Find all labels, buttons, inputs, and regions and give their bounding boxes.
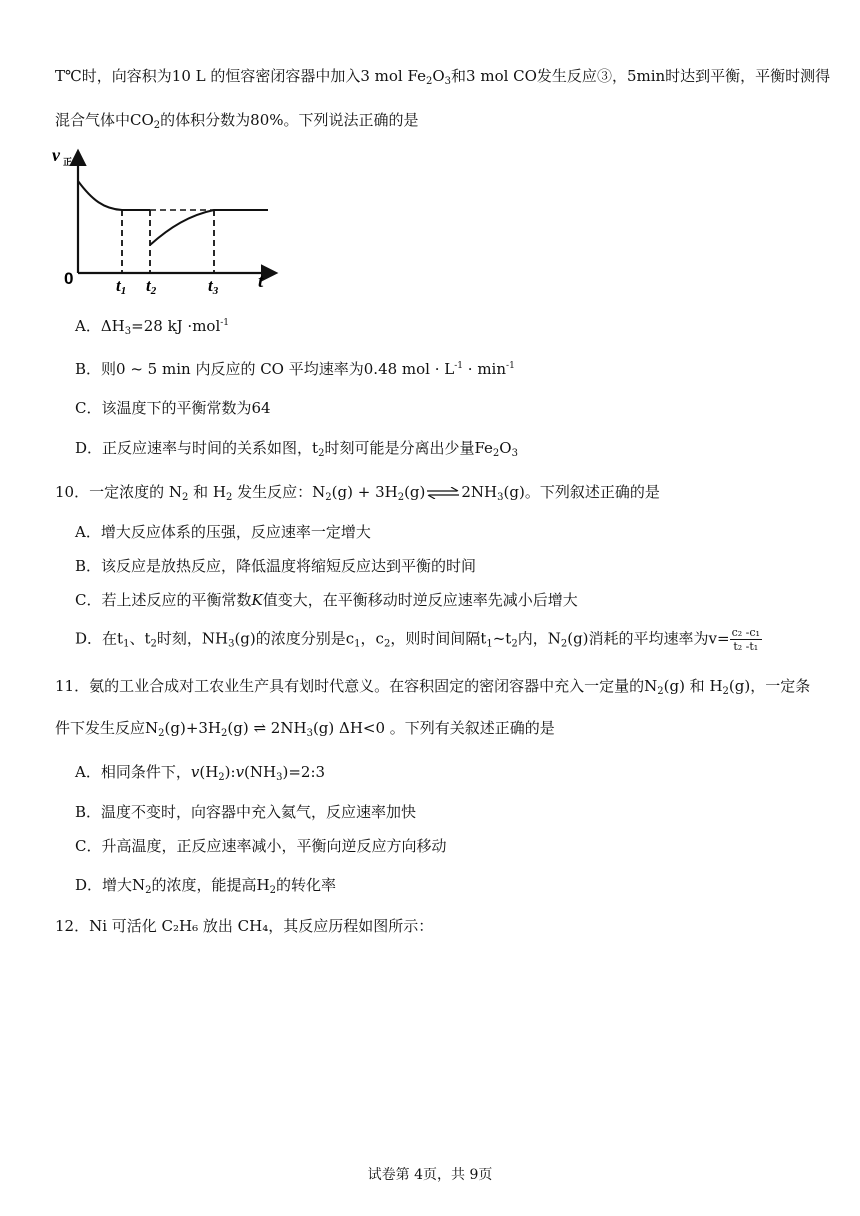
intro-line-2: 混合气体中$CO_2$的体积分数为80%。下列说法正确的是 — [55, 111, 419, 131]
rate-fraction: $\frac{\text{c₂ -c₁}}{\text{t₂ -t₁}}$ — [731, 626, 760, 653]
q9-option-b: B．则0 ~ 5 min 内反应的 CO 平均速率为0.48 mol · $L^{-1} \cdot \min^{-1}$ — [75, 360, 515, 378]
intro-line-1: T℃时，向容积为10 L 的恒容密闭容器中加入3 mol $Fe_2O_3$和3 mol CO发生反应③，5min时达到平衡，平衡时测得 — [55, 67, 831, 87]
page-footer: 试卷第 4页，共 9页 — [367, 1167, 493, 1183]
graph-tick-t3: t3 — [208, 276, 219, 295]
q9-option-a: A．$\Delta H_3=28$ kJ ·mol$^{-1}$ — [75, 317, 230, 337]
graph-tick-t1: t1 — [116, 276, 127, 295]
graph-tick-t2: t2 — [146, 276, 157, 295]
q9-option-d: D．正反应速率与时间的关系如图，$t_2$时刻可能是分离出少量$Fe_2O_3$ — [75, 439, 518, 459]
q10-option-a: A．增大反应体系的压强，反应速率一定增大 — [75, 523, 371, 541]
q10-stem: 10．一定浓度的 $N_2$ 和 $H_2$ 发生反应：$N_2(g) + 3H_2(g)$ $2NH_3(g)$。下列叙述正确的是 — [55, 483, 660, 503]
graph-x-label: t — [258, 271, 264, 292]
graph-rate-curve-1 — [78, 181, 150, 210]
graph-y-label: v — [52, 145, 60, 165]
graph-rate-curve-2 — [150, 210, 268, 245]
q11-option-a: A．相同条件下，$v(H_2):v(NH_3)=2:3$ — [75, 763, 326, 783]
q9-option-c: C．该温度下的平衡常数为64 — [75, 399, 271, 417]
equilibrium-arrow-icon — [425, 487, 461, 499]
q10-option-c: C．若上述反应的平衡常数K值变大，在平衡移动时逆反应速率先减小后增大 — [75, 591, 578, 609]
q11-option-d: D．增大$N_2$的浓度，能提高$H_2$的转化率 — [75, 876, 337, 896]
q11-option-b: B．温度不变时，向容器中充入氦气，反应速率加快 — [75, 803, 417, 821]
graph-origin: 0 — [64, 269, 74, 288]
graph-y-sub: 正 — [63, 158, 73, 168]
q10-option-b: B．该反应是放热反应，降低温度将缩短反应达到平衡的时间 — [75, 557, 477, 575]
q10-option-d: D．在$t_1$、$t_2$时刻，$NH_3(g)$的浓度分别是$c_1$，$c_2$，则时间间隔$t_1\sim t_2$内，$N_2(g)$消耗的平均速率为v= $\frac{\text{c₂ -c₁}}{\text{t₂ -t₁}}$ — [75, 626, 760, 653]
q12-stem: 12．Ni 可活化 C₂H₆ 放出 CH₄，其反应历程如图所示： — [55, 917, 434, 935]
q11-stem-line-2: 件下发生反应$N_2(g)+3H_2(g)$ ⇌ $2NH_3(g)$ ΔH<0 。下列有关叙述正确的是 — [55, 719, 555, 739]
rate-time-graph — [52, 145, 292, 295]
q11-stem-line-1: 11．氨的工业合成对工农业生产具有划时代意义。在容积固定的密闭容器中充入一定量的$N_2(g)$ 和 $H_2(g)$，一定条 — [55, 677, 811, 697]
q11-option-c: C．升高温度，正反应速率减小，平衡向逆反应方向移动 — [75, 837, 447, 855]
